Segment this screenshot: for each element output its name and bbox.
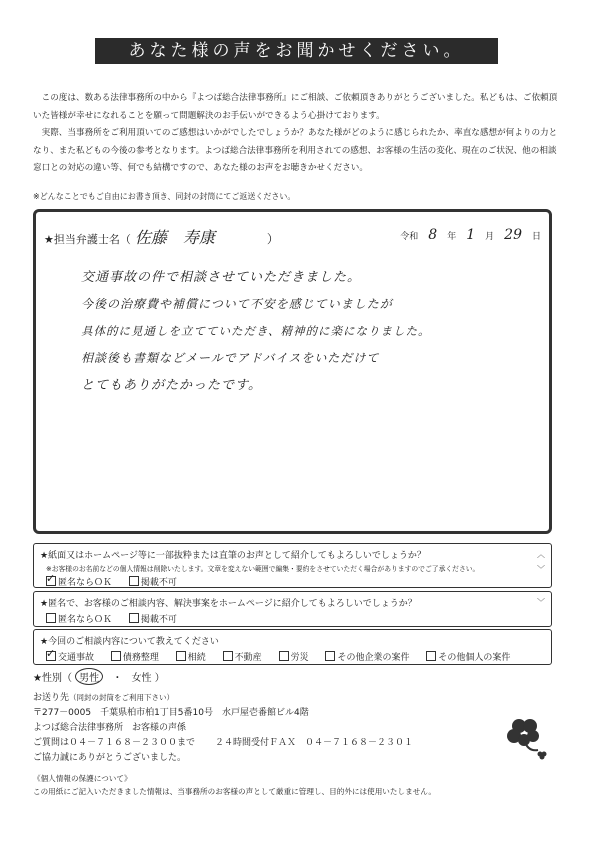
gender-male-option[interactable]: 男性 [75, 668, 103, 685]
question-options [46, 612, 191, 625]
question-case-publish [33, 591, 552, 627]
option-other-corporate[interactable]: その他企業の案件 [325, 653, 409, 663]
date-day: 29 [504, 227, 522, 243]
lawyer-label: ★担当弁護士名（ [44, 233, 131, 246]
option-other-personal[interactable]: その他個人の案件 [426, 653, 510, 663]
option-anonymous-ok[interactable]: ✓匿名ならＯＫ [46, 578, 112, 588]
date-month-unit: 月 [485, 232, 495, 242]
checkbox-icon[interactable] [129, 613, 139, 623]
comment-line: 今後の治療費や補償について不安を感じていましたが [81, 297, 393, 311]
chevron-down-icon: ﹀ [537, 598, 545, 607]
option-debt[interactable]: 債務整理 [111, 653, 159, 663]
checkbox-icon[interactable] [223, 651, 233, 661]
chevron-down-icon: ﹀ [537, 565, 545, 574]
address-label: お送り先 [33, 693, 70, 703]
option-inheritance[interactable]: 相続 [176, 653, 206, 663]
checkbox-icon[interactable] [111, 651, 121, 661]
address-contact [33, 736, 413, 751]
checkbox-icon[interactable] [129, 576, 139, 586]
question-text: ★今回のご相談内容について教えてください [40, 637, 219, 647]
page-title: あなた様の声をお聞かせください。 [95, 38, 498, 64]
date-line [400, 227, 541, 243]
gender-close-paren: ） [154, 673, 165, 684]
intro-paragraph-1: この度は、数ある法律事務所の中から『よつば総合法律事務所』にご相談、ご依頼頂きありがとうございました。私どもは、ご依頼頂いた皆様が幸せになれることを願って問題解決のお手伝いができるよう心掛けております。 [33, 93, 558, 121]
option-anonymous-ok[interactable]: 匿名ならＯＫ [46, 615, 112, 625]
intro-text [33, 90, 563, 178]
gender-separator: ・ [112, 673, 123, 684]
date-year-unit: 年 [447, 232, 457, 242]
gender-line [33, 668, 165, 685]
lawyer-line [44, 225, 279, 248]
address-fax: ２４時間受付ＦＡＸ ０４－７１６８－２３０１ [215, 738, 414, 748]
date-year: 8 [428, 227, 438, 243]
question-options [46, 575, 191, 588]
return-address [33, 690, 413, 766]
comment-line: 交通事故の件で相談させていただきました。 [81, 270, 362, 285]
option-traffic-accident[interactable]: ✓交通事故 [46, 653, 94, 663]
return-note: ※どんなことでもご自由にお書き頂き、同封の封筒にてご返送ください。 [33, 192, 296, 201]
question-publish [33, 543, 552, 588]
question-text: ★紙面又はホームページ等に一部抜粋または直筆のお声として紹介してもよろしいでしょうか？ [40, 551, 426, 561]
checkbox-icon[interactable] [176, 651, 186, 661]
comment-line: とてもありがたかったです。 [81, 378, 262, 393]
question-consult-type [33, 629, 552, 665]
checkbox-checked-icon[interactable] [46, 576, 56, 586]
address-label-note: （同封の封筒をご利用下さい） [69, 693, 175, 702]
checkbox-icon[interactable] [46, 613, 56, 623]
handwritten-comment [81, 264, 511, 399]
address-thanks: ご協力誠にありがとうございました。 [33, 753, 187, 763]
chevron-up-icon: ︿ [537, 550, 545, 559]
checkbox-icon[interactable] [426, 651, 436, 661]
question-options [46, 650, 510, 663]
option-real-estate[interactable]: 不動産 [223, 653, 262, 663]
gender-label: ★性別（ [33, 673, 72, 684]
address-postal: 〒277－0005 千葉県柏市柏1丁目5番10号 水戸屋壱番館ビル4階 [33, 708, 309, 718]
privacy-text: この用紙にご記入いただきました情報は、当事務所のお客様の声として厳重に管理し、目的外には使用いたしません。 [33, 787, 436, 796]
option-labor-accident[interactable]: 労災 [279, 653, 309, 663]
option-no-publish[interactable]: 掲載不可 [129, 578, 177, 588]
lawyer-name: 佐藤 寿康 [134, 228, 215, 247]
option-no-publish[interactable]: 掲載不可 [129, 615, 177, 625]
date-era: 令和 [400, 232, 419, 242]
address-phone: ご質問は０４－７１６８－２３００まで [33, 738, 196, 748]
address-label-line [33, 690, 413, 706]
comment-line: 具体的に見通しを立てていただき、精神的に楽になりました。 [81, 324, 431, 338]
gender-female-option[interactable]: 女性 [131, 673, 152, 684]
date-month: 1 [466, 227, 476, 243]
privacy-title: 《個人情報の保護について》 [33, 774, 132, 783]
privacy-notice [33, 772, 436, 798]
clover-icon [500, 712, 550, 766]
question-note: ※お客様のお名前などの個人情報は削除いたします。文章を変えない範囲で編集・要約をさせていただく場合がありますのでご了承ください。 [46, 565, 480, 573]
question-text: ★匿名で、お客様のご相談内容、解決事案をホームページに紹介してもよろしいでしょうか？ [40, 599, 417, 609]
lawyer-close-paren: ） [266, 232, 279, 246]
comment-line: 相談後も書類などメールでアドバイスをいただけて [81, 351, 380, 365]
intro-paragraph-2: 実際、当事務所をご利用頂いてのご感想はいかがでしたでしょうか？あなた様がどのように感じられたか、率直な感想が何よりの力となり、また私どもの今後の参考となります。よつば総合法律事務所を利用されての感想、お客様の生活の変化、現在のご状況、他の相談窓口との対応の違い等、何でも結構ですので、あなた様のお声をお聴きかせください。 [33, 128, 558, 173]
checkbox-checked-icon[interactable] [46, 651, 56, 661]
comment-card [33, 209, 552, 534]
checkbox-icon[interactable] [279, 651, 289, 661]
address-recipient: よつば総合法律事務所 お客様の声係 [33, 723, 187, 733]
date-day-unit: 日 [531, 232, 541, 242]
checkbox-icon[interactable] [325, 651, 335, 661]
